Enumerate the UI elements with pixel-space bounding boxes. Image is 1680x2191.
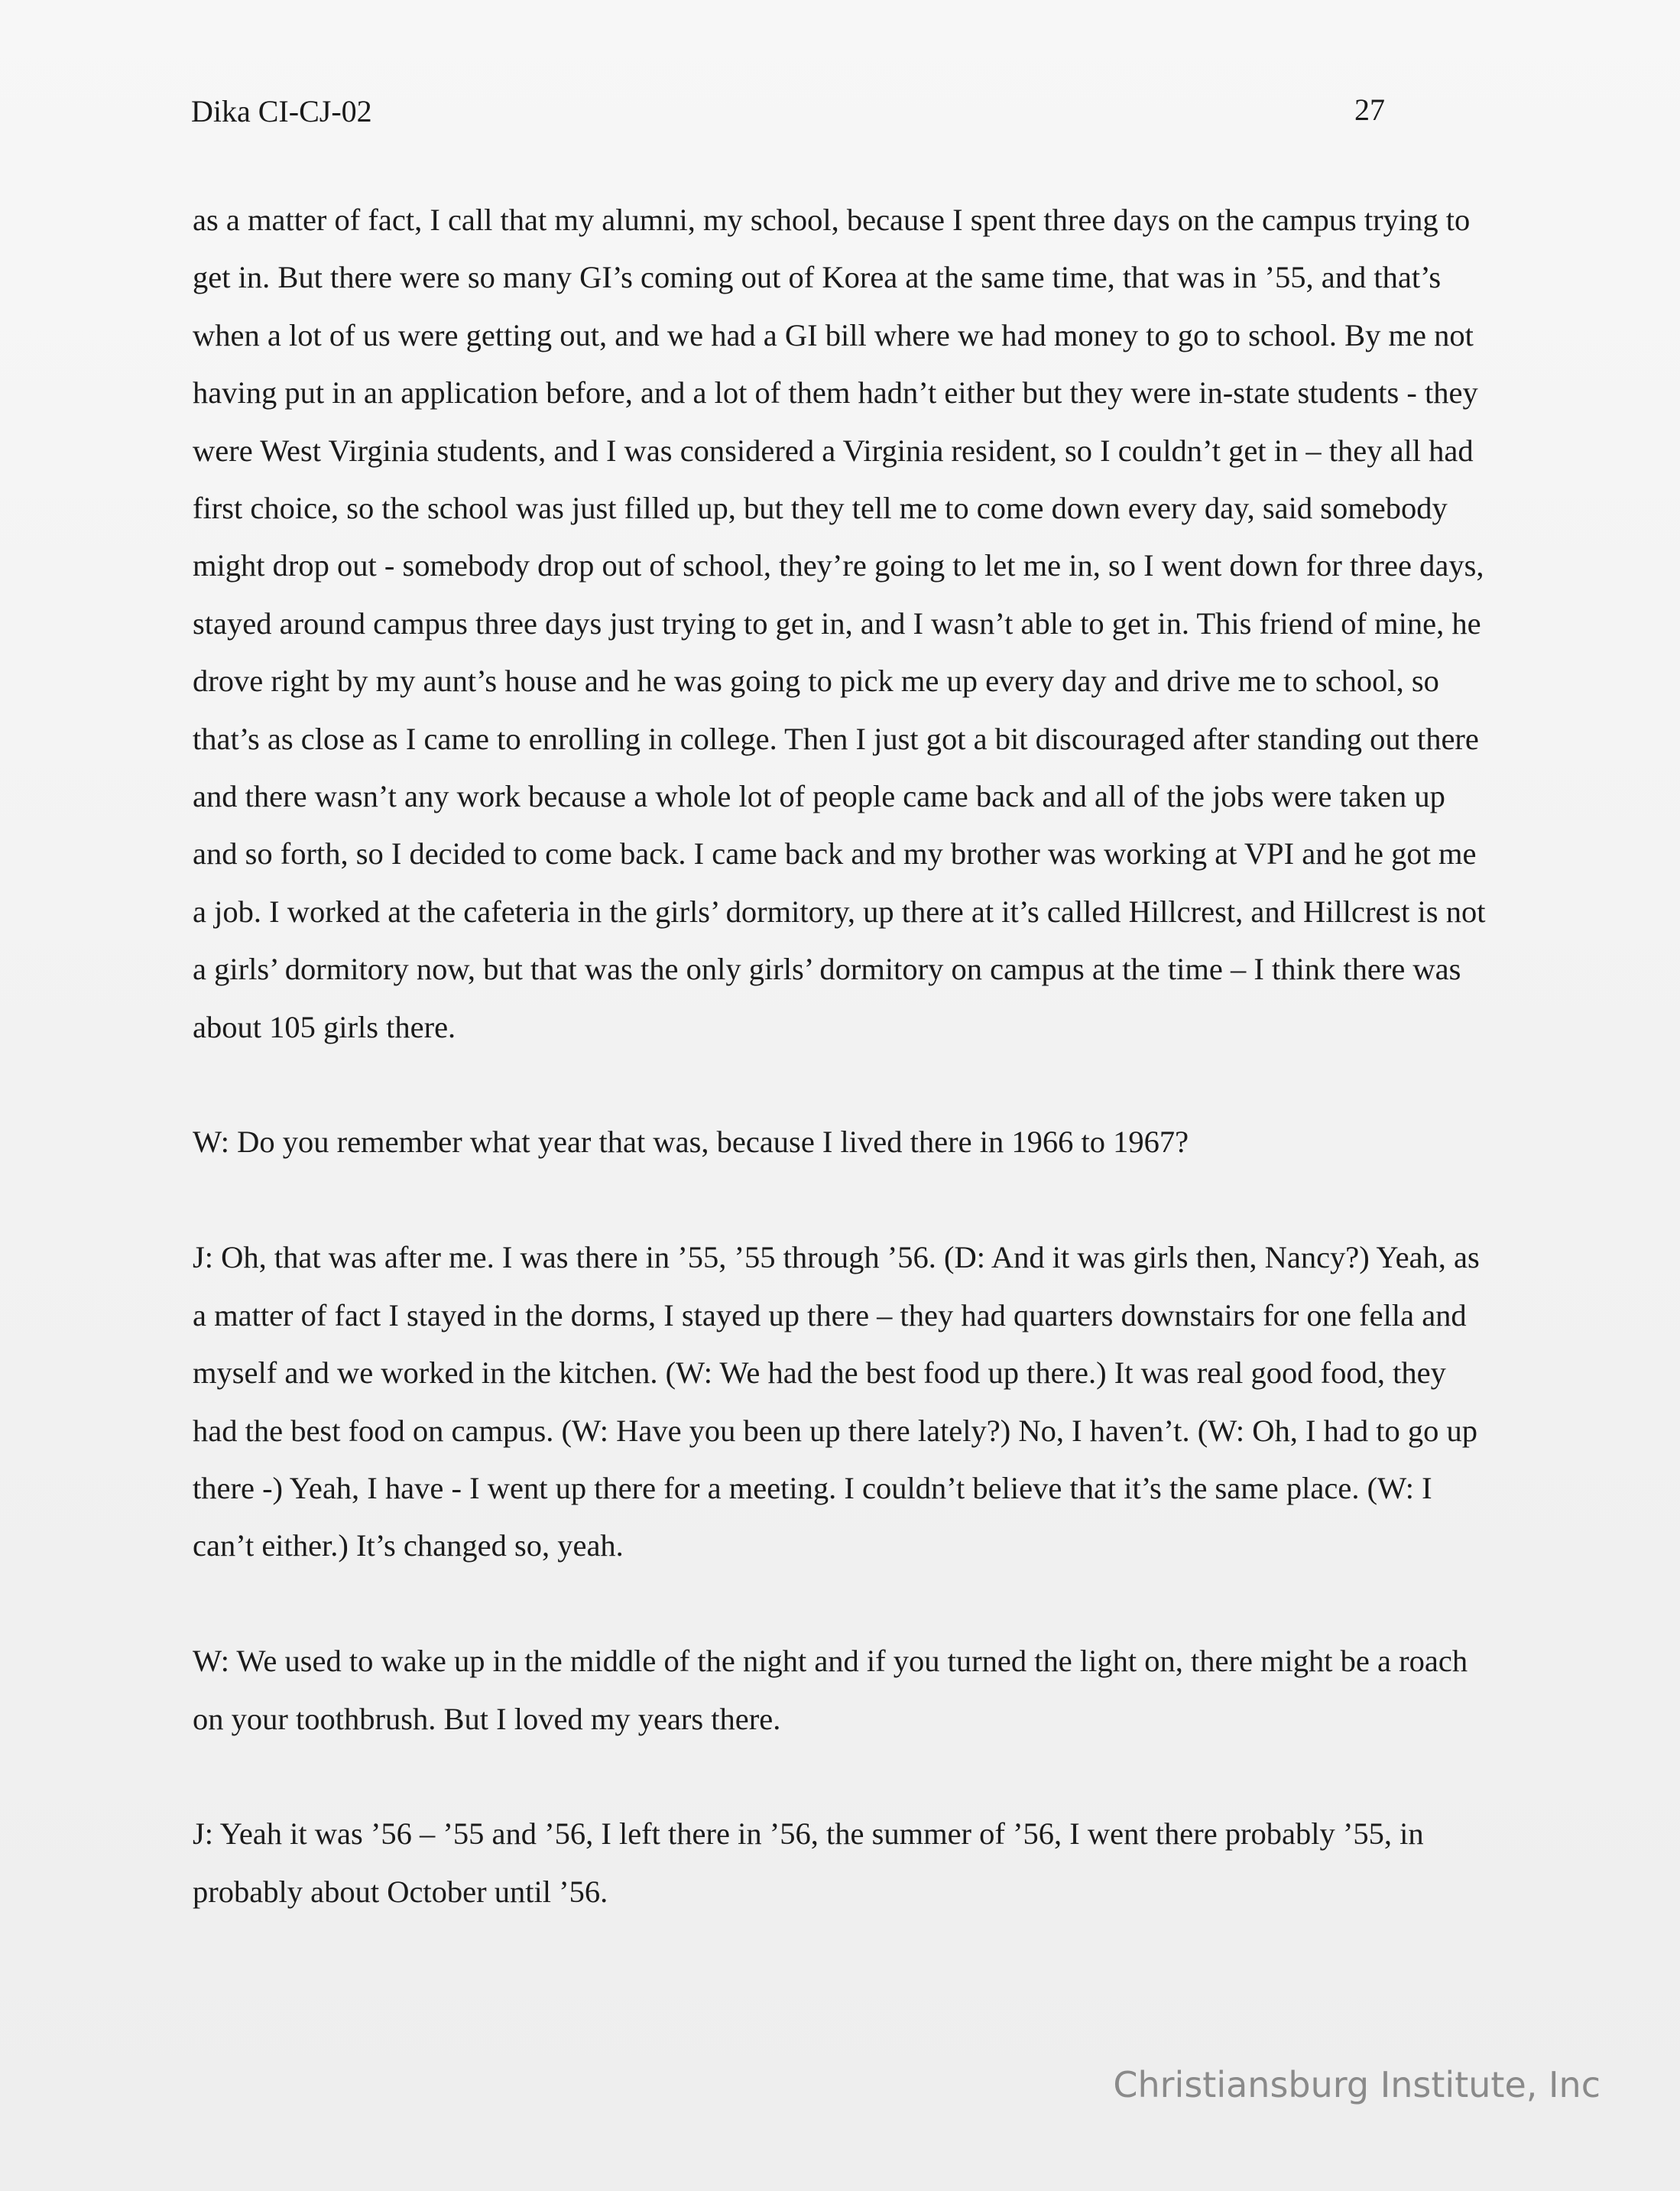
transcript-paragraph: as a matter of fact, I call that my alumni, my school, because I spent three days on the campus trying to get in. But there were so many GI’s coming out of Korea at the same time, that was in ’55, and that’s when a lot of us were getting out, and we had a GI bill where we had money to go to school. By me not having put in an application before, and a lot of them hadn’t either but they were in-state students - they were West Virginia students, and I was considered a Virginia resident, so I couldn’t get in – they all had first choice, so the school was just filled up, but they tell me to come down every day, said somebody might drop out - somebody drop out of school, they’re going to let me in, so I went down for three days, stayed around campus three days just trying to get in, and I wasn’t able to get in. This friend of mine, he drove right by my aunt’s house and he was going to pick me up every day and drive me to school, so that’s as close as I came to enrolling in college. Then I just got a bit discouraged after standing out there and there wasn’t any work because a whole lot of people came back and all of the jobs were taken up and so forth, so I decided to come back. I came back and my brother was working at VPI and he got me a job. I worked at the cafeteria in the girls’ dormitory, up there at it’s called Hillcrest, and Hillcrest is not a girls’ dormitory now, but that was the only girls’ dormitory on campus at the time – I think there was about 105 girls there.: [193, 203, 1486, 1044]
transcript-paragraph: J: Yeah it was ’56 – ’55 and ’56, I left there in ’56, the summer of ’56, I went there probably ’55, in probably about October until ’56.: [193, 1816, 1424, 1909]
transcript-paragraph: J: Oh, that was after me. I was there in ’55, ’55 through ’56. (D: And it was girls then, Nancy?) Yeah, as a matter of fact I stayed in the dorms, I stayed up there – they had quarters downstairs for one fella and myself and we worked in the kitchen. (W: We had the best food up there.) It was real good food, they had the best food on campus. (W: Have you been up there lately?) No, I haven’t. (W: Oh, I had to go up there -) Yeah, I have - I went up there for a meeting. I couldn’t believe that it’s the same place. (W: I can’t either.) It’s changed so, yeah.: [193, 1240, 1480, 1563]
document-id: Dika CI-CJ-02: [191, 94, 372, 128]
transcript-paragraph: W: Do you remember what year that was, because I lived there in 1966 to 1967?: [193, 1125, 1189, 1160]
watermark: Christiansburg Institute, Inc: [1113, 2064, 1601, 2105]
page-number: 27: [1354, 93, 1385, 127]
transcript-paragraph: W: We used to wake up in the middle of the night and if you turned the light on, there might be a roach on your toothbrush. But I loved my years there.: [193, 1644, 1468, 1736]
transcript-body: [193, 191, 1492, 1920]
